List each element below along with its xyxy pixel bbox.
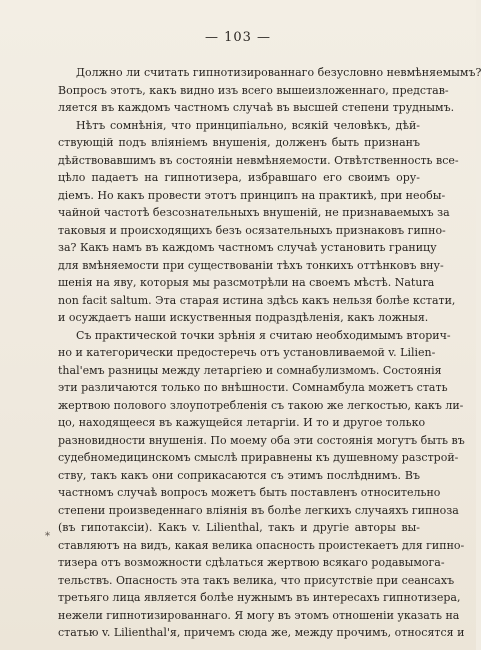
text-line: за? Какъ намъ въ каждомъ частномъ случаѣ установить границу — [58, 241, 437, 254]
text-line: діемъ. Но какъ провести этотъ принципъ на практикѣ, при необы- — [58, 188, 446, 202]
text-line: Вопросъ этотъ, какъ видно изъ всего вышеизложеннаго, представ- — [58, 83, 449, 97]
text-line: таковыя и происходящихъ безъ осязательныхъ признаковъ гипно- — [58, 223, 446, 237]
text-line: шенія на яву, которыя мы разсмотрѣли на своемъ мѣстѣ. Natura — [58, 276, 435, 289]
text-line: жертвою полового злоупотребленія съ такою же легкостью, какъ ли- — [58, 398, 464, 412]
text-line: тельствъ. Опасность эта такъ велика, что присутствіе при сеансахъ — [58, 573, 455, 587]
body-text — [58, 64, 481, 642]
text-line: степени произведеннаго вліянія въ болѣе легкихъ случаяхъ гипноза — [58, 503, 459, 517]
text-line: и осуждаетъ наши искуственныя подраздѣленія, какъ ложныя. — [58, 311, 429, 324]
text-line: нежели гипнотизированнаго. Я могу въ этомъ отношеніи указать на — [58, 608, 460, 622]
text-line: (въ гипотаксіи). Какъ v. Lilienthal, такъ и другіе авторы вы- — [58, 521, 420, 534]
margin-mark: * — [45, 531, 50, 542]
text-line: судебномедицинскомъ смыслѣ приравнены къ душевному разстрой- — [58, 451, 459, 464]
text-line: тизера отъ возможности сдѣлаться жертвою всякаго родавымога- — [58, 556, 445, 569]
text-line: для вмѣняемости при существованіи тѣхъ тонкихъ оттѣнковъ вну- — [58, 258, 444, 272]
text-line: цо, находящееся въ кажущейся летаргіи. И то и другое только — [58, 416, 426, 429]
text-line: но и категорически предостеречь отъ установливаемой v. Lilien- — [58, 346, 436, 359]
text-line: эти различаются только по внѣшности. Сомнамбула можетъ стать — [58, 381, 448, 394]
text-line: дѣйствовавшимъ въ состояніи невмѣняемости. Отвѣтственность все- — [58, 153, 459, 167]
text-line: разновидности внушенія. По моему оба эти состоянія могутъ быть въ — [58, 433, 465, 447]
text-line: ставляютъ на видъ, какая велика опасность проистекаетъ для гипно- — [58, 538, 465, 552]
text-line: thal'емъ разницы между летаргіею и сомнабулизмомъ. Состоянія — [58, 363, 442, 377]
text-line: Съ практической точки зрѣнія я считаю необходимымъ вторич- — [76, 328, 451, 342]
text-line: ствующій подъ вліяніемъ внушенія, долженъ быть признанъ — [58, 136, 420, 149]
text-line: чайной частотѣ безсознательныхъ внушеній, не признаваемыхъ за — [58, 206, 450, 219]
text-line: статью v. Lilienthal'я, причемъ сюда же, между прочимъ, относятся и — [58, 626, 465, 639]
text-line: ляется въ каждомъ частномъ случаѣ въ высшей степени труднымъ. — [58, 101, 455, 114]
text-line: ству, такъ какъ они соприкасаются съ этимъ послѣднимъ. Въ — [58, 468, 420, 482]
page-number: — 103 — — [204, 30, 272, 45]
text-line: Должно ли считать гипнотизированнаго безусловно невмѣняемымъ? — [76, 66, 481, 79]
text-line: non facit saltum. Эта старая истина здѣсь какъ нельзя болѣе кстати, — [58, 293, 456, 307]
text-line: третьяго лица является болѣе нужнымъ въ интересахъ гипнотизера, — [58, 591, 461, 604]
text-line: цѣло падаетъ на гипнотизера, избравшаго его своимъ ору- — [58, 171, 420, 184]
text-line: частномъ случаѣ вопросъ можетъ быть поставленъ относительно — [58, 486, 441, 499]
text-line: Нѣтъ сомнѣнія, что принципіально, всякій человѣкъ, дѣй- — [76, 118, 420, 132]
